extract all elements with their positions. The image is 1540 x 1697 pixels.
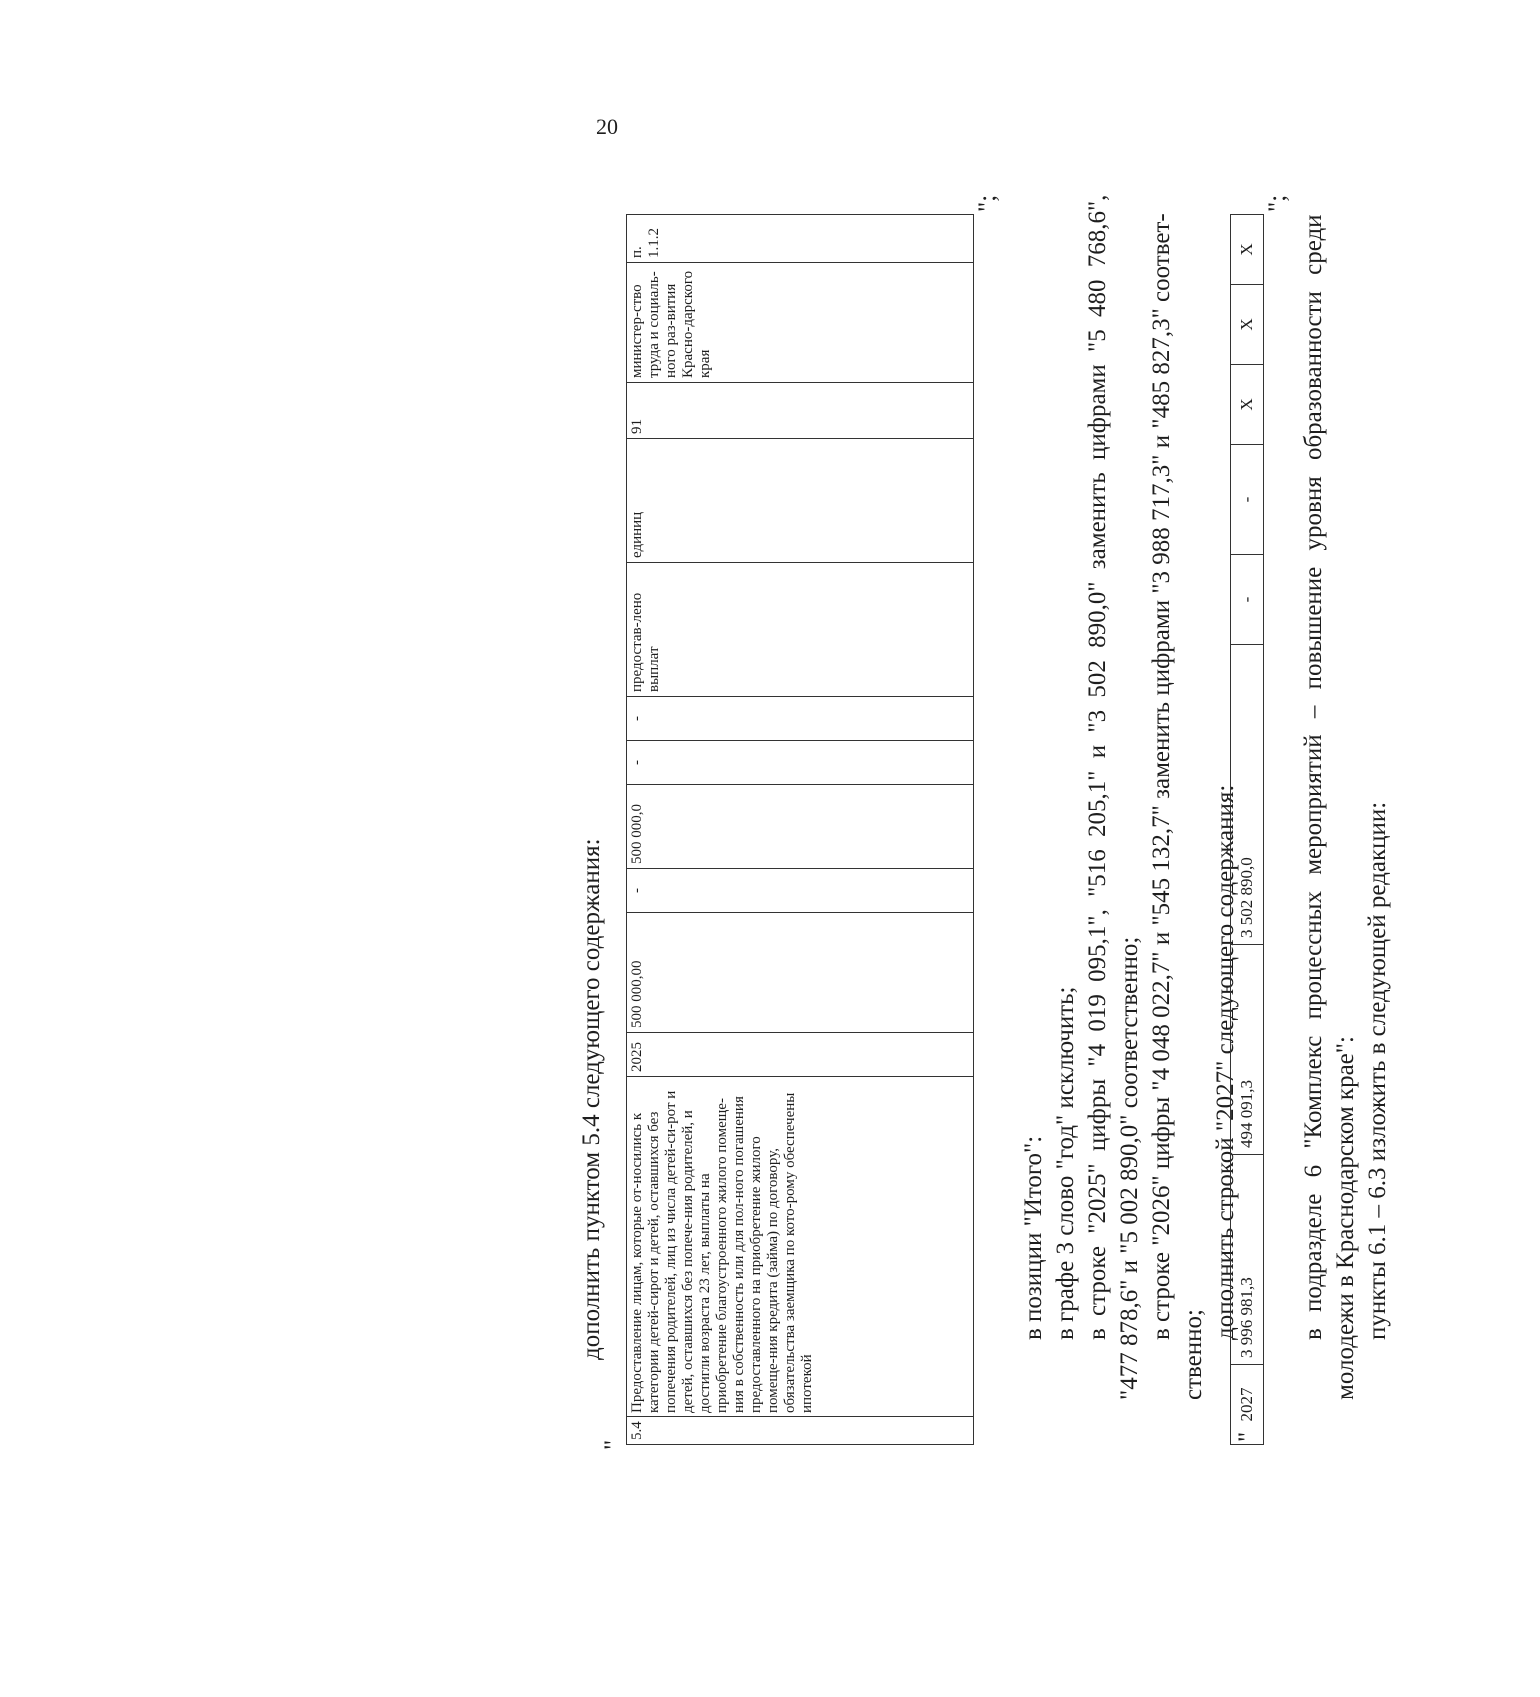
itogo-line: в позиции "Итого": <box>1020 1135 1047 1340</box>
row-executor: министер-ство труда и социаль-ного раз-вития Красно-дарского края <box>627 263 974 383</box>
row-value: 91 <box>627 383 974 439</box>
open-quote: " <box>600 1439 627 1450</box>
page-number: 20 <box>596 114 618 139</box>
points-line: пункты 6.1 – 6.3 изложить в следующей редакции: <box>1364 801 1391 1340</box>
line-2025-b: "477 878,6" и "5 002 890,0" соответственно; <box>1116 936 1143 1400</box>
grafa-line: в графе 3 слово "год" исключить; <box>1052 986 1079 1340</box>
rotated-content <box>578 160 1540 1560</box>
row-description: Предоставление лицам, которые от-носились к категории детей-сирот и детей, оставшихся без попечения родителей, лиц из числа детей-си-рот и детей, оставшихся без попече-ния родителей, и достигли возраста 23 лет, выплаты на приобретение благоустроенного жилого помеще-ния в собственность или для пол-ного погашения предоставленного на приобретение жилого помеще-ния кредита (займа) по договору, обязательства заемщика по кото-рому обеспечены ипотекой <box>627 1077 974 1417</box>
row-reference: п. 1.1.2 <box>627 215 974 263</box>
row-number: 5.4 <box>627 1417 974 1445</box>
row2027-col6: - <box>1231 445 1264 555</box>
subsection-6-line-b: молодежи в Краснодарском крае": <box>1332 1036 1359 1400</box>
row2027-col3: 494 091,3 <box>1231 945 1264 1155</box>
row-col6: 500 000,0 <box>627 785 974 869</box>
row2027-col8: X <box>1231 285 1264 365</box>
intro-line: дополнить пунктом 5.4 следующего содержания: <box>578 838 605 1360</box>
row2027-col9: X <box>1231 215 1264 285</box>
row-col8: - <box>627 697 974 741</box>
row2027-col5: - <box>1231 555 1264 645</box>
row-indicator: предостав-лено выплат <box>627 563 974 697</box>
row2027-year: 2027 <box>1231 1365 1264 1445</box>
line-2026-a: в строке "2026" цифры "4 048 022,7" и "545 132,7" заменить цифрами "3 988 717,3" и "485 827,3" соответ- <box>1148 213 1175 1340</box>
row-col5: - <box>627 869 974 913</box>
row-year: 2025 <box>627 1033 974 1077</box>
row-unit: единиц <box>627 439 974 563</box>
row2027-col4: 3 502 890,0 <box>1231 645 1264 945</box>
row-col7: - <box>627 741 974 785</box>
close-quote-2: "; <box>1264 194 1291 212</box>
line-2026-b: ственно; <box>1180 1309 1207 1400</box>
subsection-6-line-a: в подразделе 6 "Комплекс процессных мероприятий – повышение уровня образованности среди <box>1300 214 1327 1340</box>
line-2027: дополнить строкой "2027" следующего содержания: <box>1212 784 1239 1340</box>
row-total: 500 000,00 <box>627 913 974 1033</box>
close-quote-1: "; <box>974 194 1001 212</box>
row2027-col7: X <box>1231 365 1264 445</box>
row-2027-table <box>1230 214 1264 1445</box>
row-5-4-table <box>626 214 974 1445</box>
row2027-total: 3 996 981,3 <box>1231 1155 1264 1365</box>
open-quote-2: " <box>1234 1431 1261 1442</box>
line-2025-a: в строке "2025" цифры "4 019 095,1", "516 205,1" и "3 502 890,0" заменить цифрами "5 480 768,6", <box>1084 194 1111 1340</box>
